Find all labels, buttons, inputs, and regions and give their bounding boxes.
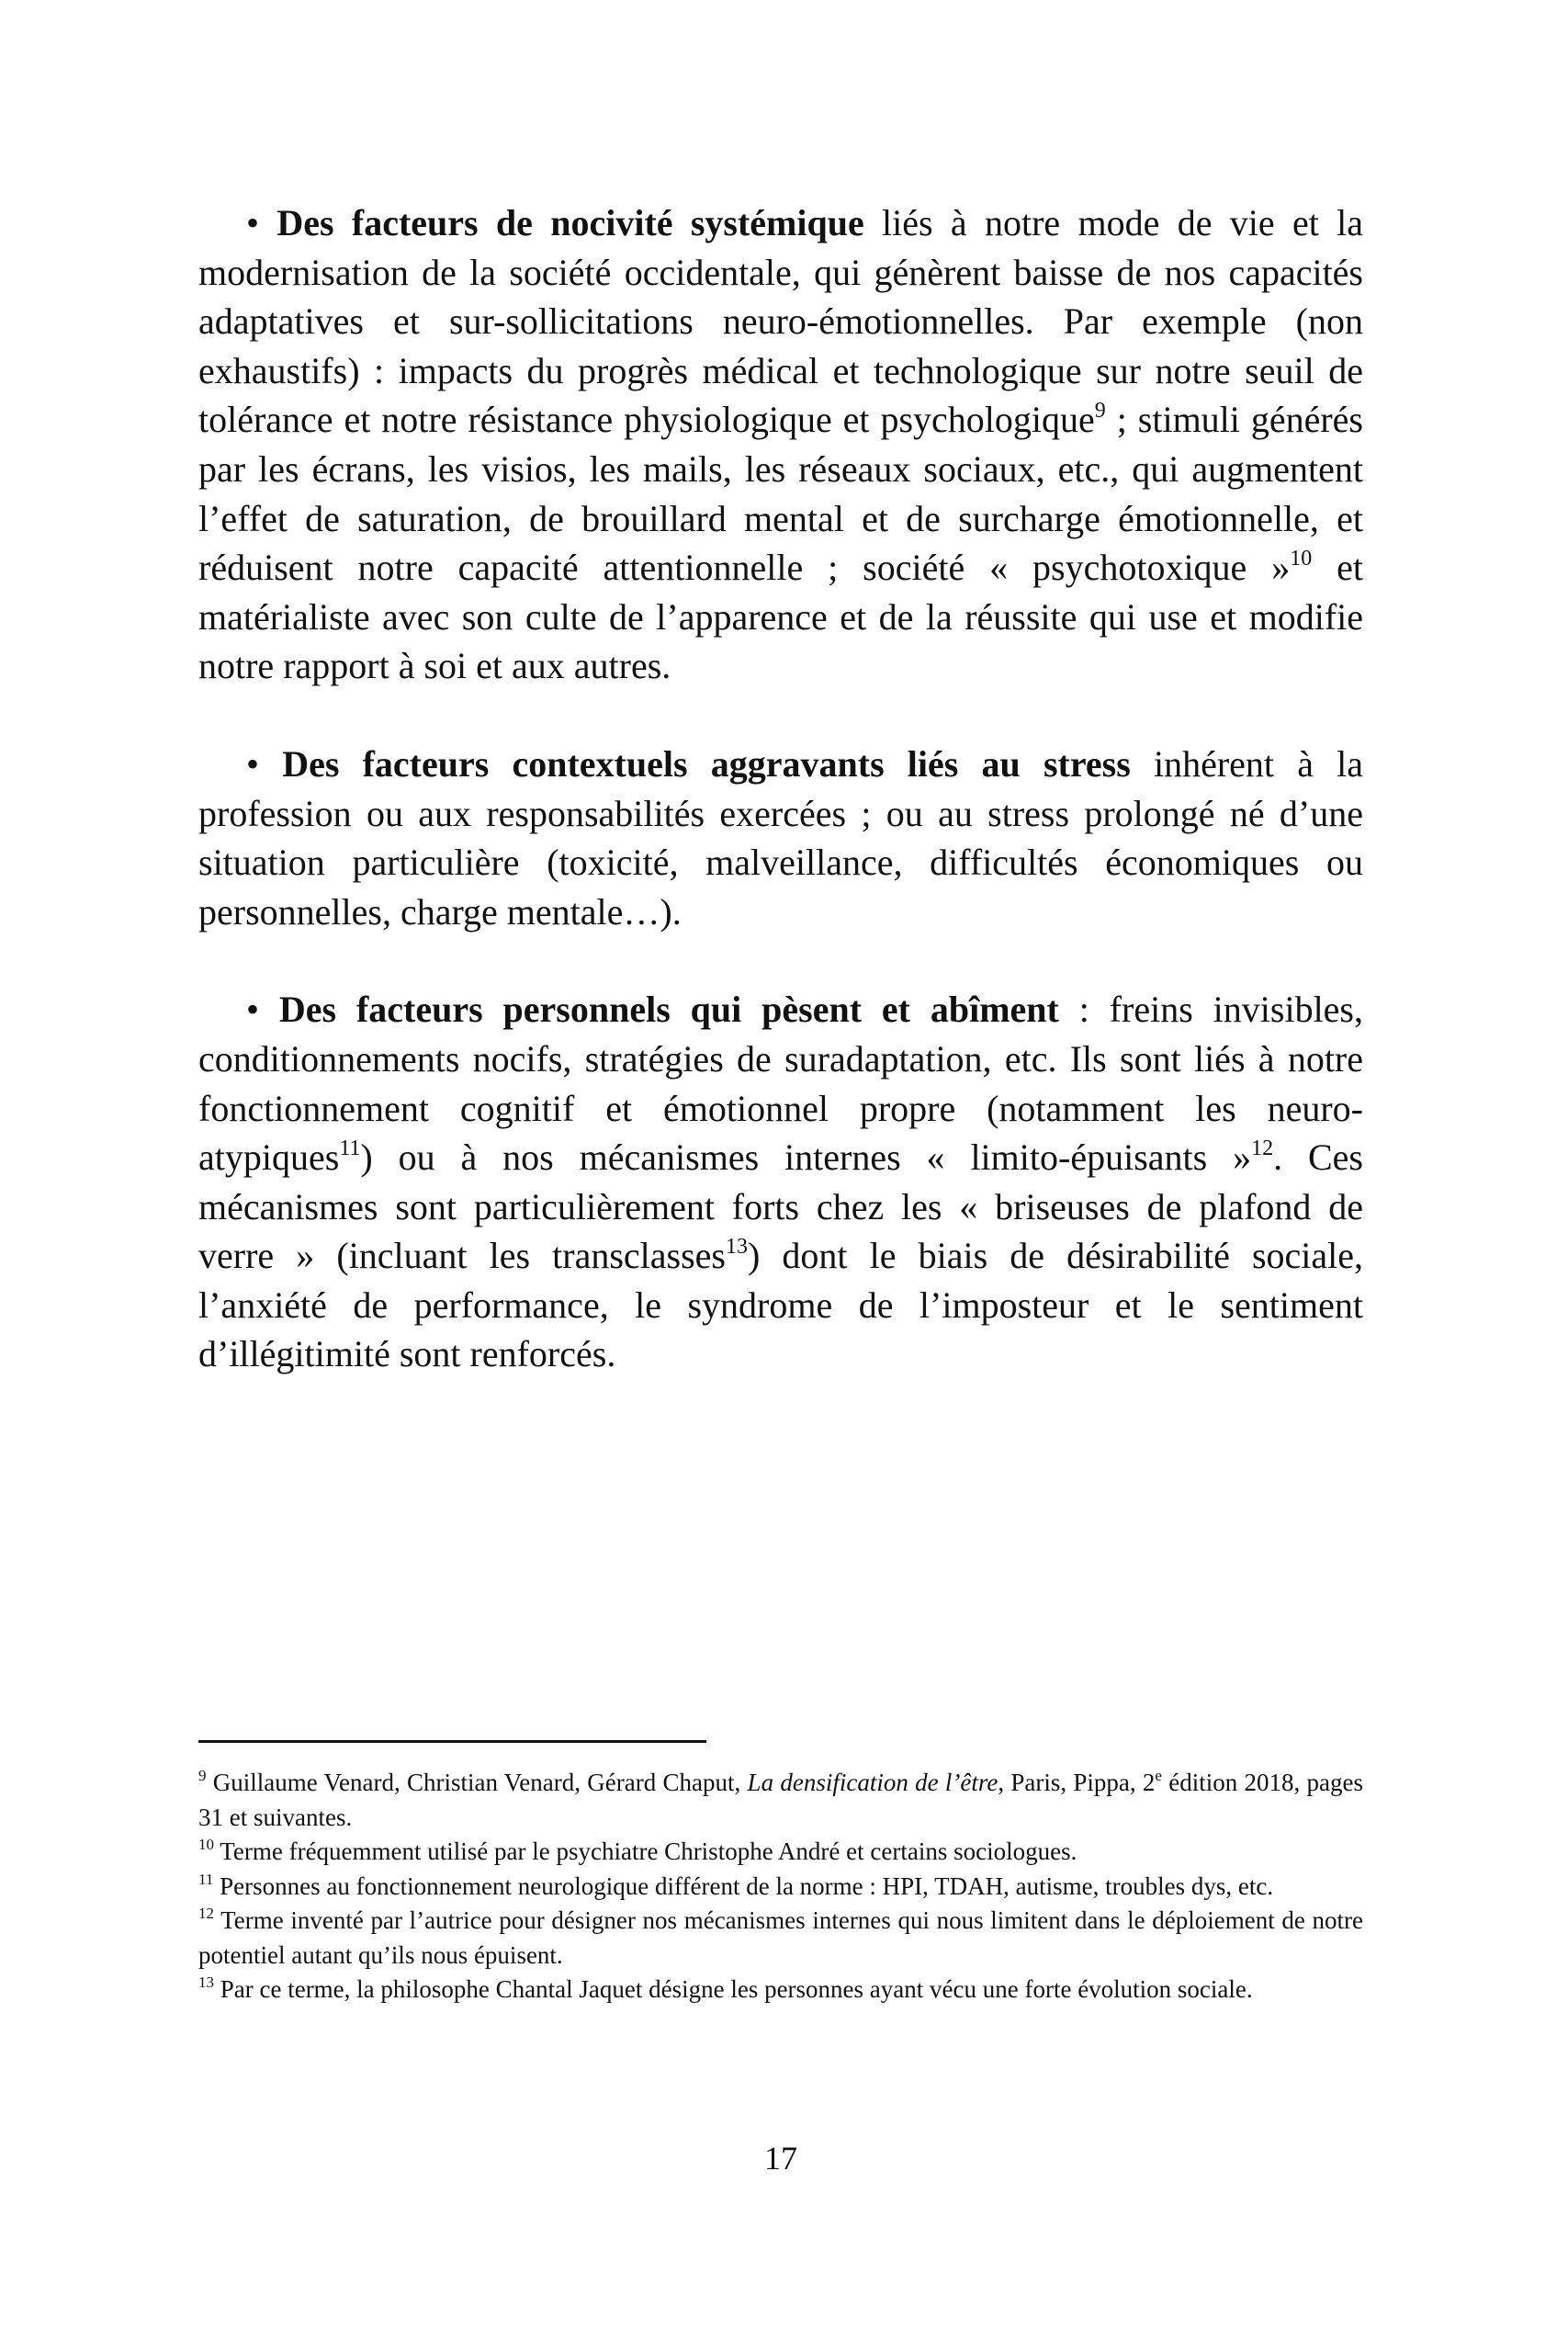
paragraph-contextual-factors [198,740,1363,936]
paragraph-personal-factors [198,985,1363,1379]
paragraph-text: liés à notre mode de vie et la modernisation de la société occidentale, qui génèrent baisse de nos capacités adaptatives et sur-sollicitations neuro-émotionnelles. Par exemple (non exhaustifs) : impacts du progrès médical et technologique sur notre seuil de tolérance et notre résistance physiologique et psychologique [198,202,1364,441]
footnote-divider [198,1740,706,1743]
book-page [198,198,1363,2312]
footnote-ref: 12 [1251,1136,1274,1161]
footnote-ref: 13 [726,1235,748,1260]
bullet: • [246,989,260,1031]
footnote-number: 13 [198,1973,214,1991]
footnote-12: $^{12}$ Terme inventé par l’autrice pour désigner nos mécanismes internes qui nous limitent dans le déploiement de notre potentiel autant qu’ils nous épuisent. [198,1905,1363,1969]
footnote-number: 11 [198,1870,214,1888]
page-number: 17 [764,2140,797,2177]
footnote-13: $^{13}$ Par ce terme, la philosophe Chantal Jaquet désigne les personnes ayant vécu une forte évolution sociale. [198,1973,1253,2003]
paragraph-heading: Des facteurs de nocivité systémique [276,202,864,243]
paragraph-heading: Des facteurs contextuels aggravants liés au stress [282,742,1131,785]
paragraph-text: et matérialiste avec son culte de l’apparence et de la réussite qui use et modifie notre rapport à soi et aux autres. [198,547,1363,687]
paragraph-text: ) ou à nos mécanismes internes « limito-épuisants » [360,1136,1252,1179]
footnote-ref: 10 [1290,547,1313,571]
paragraph-text: ) dont le biais de désirabilité sociale, l’anxiété de performance, le syndrome de l’imposteur et le sentiment d’illégitimité sont renforcés. [198,1235,1363,1375]
footnote-10: $^{10}$ Terme fréquemment utilisé par le psychiatre Christophe André et certains sociologues. [198,1836,1077,1865]
paragraph-heading: Des facteurs personnels qui pèsent et abîment [278,989,1059,1031]
footnote-number: 10 [198,1836,214,1853]
footnote-ref: 9 [1094,399,1106,424]
footnotes [198,1766,1363,2007]
footnote-9: $^9$ Guillaume Venard, Christian Venard, Gérard Chaput, La densification de l’être, Paris, Pippa, 2e édition 2018, pages 31 et suivantes. [198,1767,1363,1831]
bullet: • [246,742,260,785]
paragraph-text: : freins invisibles, conditionnements nocifs, stratégies de suradaptation, etc. Ils sont liés à notre fonctionnement cognitif et émotionnel propre (notamment les neuro-atypiques [198,989,1364,1179]
paragraph-text: . Ces mécanismes sont particulièrement forts chez les « briseuses de plafond de verre » (incluant les transclasses [198,1136,1363,1277]
footnote-11: $^{11}$ Personnes au fonctionnement neurologique différent de la norme : HPI, TDAH, autisme, troubles dys, etc. [198,1870,1274,1900]
bullet: • [246,202,260,243]
footnote-ref: 11 [339,1136,361,1161]
footnote-number: 9 [198,1767,207,1784]
paragraph-text: inhérent à la profession ou aux responsabilités exercées ; ou au stress prolongé né d’une situation particulière (toxicité, malveillance, difficultés économiques ou personnelles, charge mentale…). [198,742,1364,933]
paragraph-text: ; stimuli générés par les écrans, les visios, les mails, les réseaux sociaux, etc., qui augmentent l’effet de saturation, de brouillard mental et de surcharge émotionnelle, et réduisent notre capacité attentionnelle ; société « psychotoxique » [198,399,1363,589]
paragraph-systemic-factors [198,198,1363,691]
footnote-number: 12 [198,1905,214,1922]
book-title: La densification de l’être [747,1769,998,1796]
